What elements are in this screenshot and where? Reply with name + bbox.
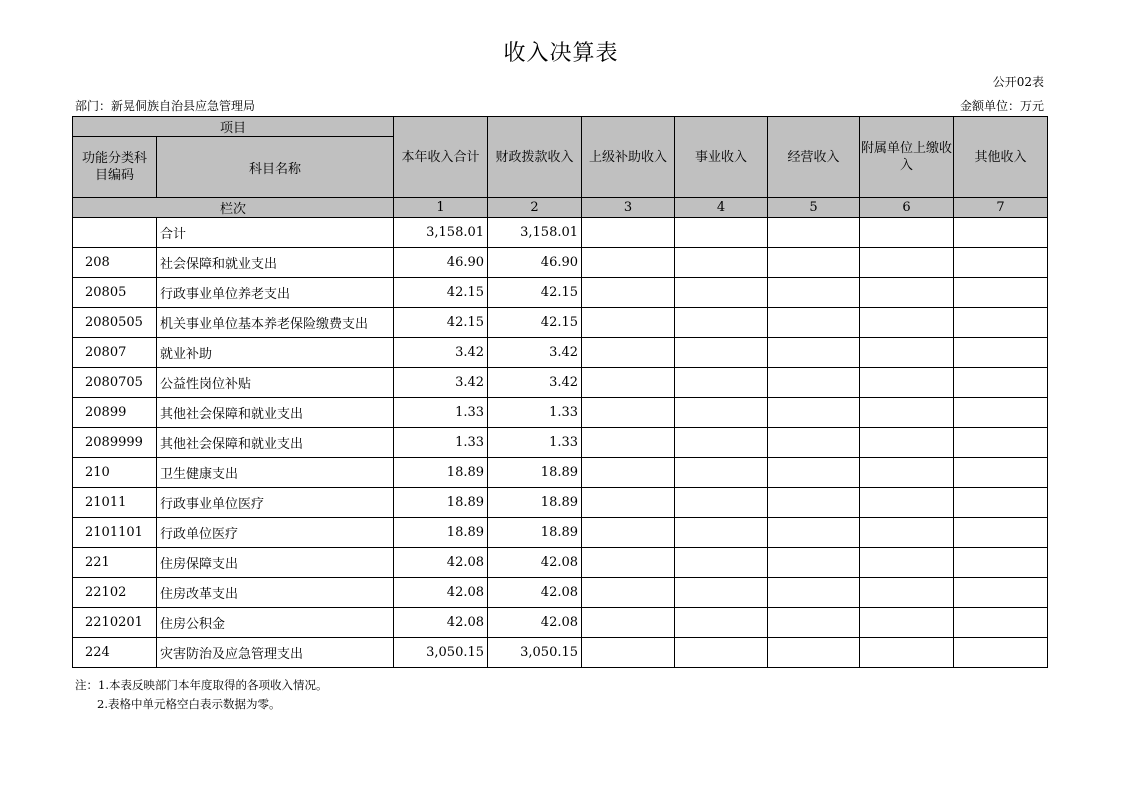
operating-income-cell xyxy=(768,428,860,458)
function-code-cell: 20805 xyxy=(73,278,157,308)
total-income-cell: 1.33 xyxy=(394,398,488,428)
affiliated-income-cell xyxy=(860,548,954,578)
operating-income-cell xyxy=(768,218,860,248)
fiscal-income-cell: 46.90 xyxy=(488,248,582,278)
header-row-label: 栏次 xyxy=(73,198,394,218)
subject-name-cell: 灾害防治及应急管理支出 xyxy=(157,638,394,668)
col-number: 5 xyxy=(768,198,860,218)
footnote-2: 2.表格中单元格空白表示数据为零。 xyxy=(97,697,281,711)
affiliated-income-cell xyxy=(860,218,954,248)
operating-income-cell xyxy=(768,638,860,668)
fiscal-income-cell: 1.33 xyxy=(488,428,582,458)
superior-subsidy-cell xyxy=(582,278,675,308)
other-income-cell xyxy=(954,548,1048,578)
function-code-cell: 221 xyxy=(73,548,157,578)
operating-income-cell xyxy=(768,608,860,638)
superior-subsidy-cell xyxy=(582,638,675,668)
table-row xyxy=(73,488,1048,518)
affiliated-income-cell xyxy=(860,398,954,428)
business-income-cell xyxy=(675,278,768,308)
table-row xyxy=(73,608,1048,638)
other-income-cell xyxy=(954,248,1048,278)
subject-name-cell: 行政事业单位养老支出 xyxy=(157,278,394,308)
other-income-cell xyxy=(954,218,1048,248)
total-income-cell: 42.08 xyxy=(394,608,488,638)
function-code-cell: 22102 xyxy=(73,578,157,608)
business-income-cell xyxy=(675,308,768,338)
income-final-account-table xyxy=(72,116,1048,668)
subject-name-cell: 机关事业单位基本养老保险缴费支出 xyxy=(157,308,394,338)
function-code-cell xyxy=(73,218,157,248)
superior-subsidy-cell xyxy=(582,548,675,578)
business-income-cell xyxy=(675,398,768,428)
superior-subsidy-cell xyxy=(582,338,675,368)
affiliated-income-cell xyxy=(860,578,954,608)
total-income-cell: 1.33 xyxy=(394,428,488,458)
fiscal-income-cell: 3,050.15 xyxy=(488,638,582,668)
total-income-cell: 18.89 xyxy=(394,458,488,488)
superior-subsidy-cell xyxy=(582,368,675,398)
superior-subsidy-cell xyxy=(582,248,675,278)
table-row xyxy=(73,518,1048,548)
header-total-income: 本年收入合计 xyxy=(394,117,488,198)
operating-income-cell xyxy=(768,578,860,608)
table-row xyxy=(73,248,1048,278)
form-number: 公开02表 xyxy=(992,75,1044,89)
total-income-cell: 3,050.15 xyxy=(394,638,488,668)
other-income-cell xyxy=(954,518,1048,548)
department-label: 部门：新晃侗族自治县应急管理局 xyxy=(75,99,256,113)
business-income-cell xyxy=(675,428,768,458)
superior-subsidy-cell xyxy=(582,308,675,338)
affiliated-income-cell xyxy=(860,308,954,338)
fiscal-income-cell: 18.89 xyxy=(488,518,582,548)
operating-income-cell xyxy=(768,338,860,368)
total-income-cell: 3,158.01 xyxy=(394,218,488,248)
affiliated-income-cell xyxy=(860,278,954,308)
business-income-cell xyxy=(675,638,768,668)
operating-income-cell xyxy=(768,248,860,278)
subject-name-cell: 其他社会保障和就业支出 xyxy=(157,428,394,458)
superior-subsidy-cell xyxy=(582,428,675,458)
superior-subsidy-cell xyxy=(582,608,675,638)
fiscal-income-cell: 42.15 xyxy=(488,278,582,308)
total-income-cell: 46.90 xyxy=(394,248,488,278)
business-income-cell xyxy=(675,248,768,278)
header-item: 项目 xyxy=(73,117,394,137)
function-code-cell: 2080505 xyxy=(73,308,157,338)
superior-subsidy-cell xyxy=(582,578,675,608)
other-income-cell xyxy=(954,578,1048,608)
business-income-cell xyxy=(675,548,768,578)
function-code-cell: 224 xyxy=(73,638,157,668)
table-row xyxy=(73,398,1048,428)
subject-name-cell: 行政事业单位医疗 xyxy=(157,488,394,518)
total-income-cell: 42.08 xyxy=(394,548,488,578)
col-number: 2 xyxy=(488,198,582,218)
affiliated-income-cell xyxy=(860,488,954,518)
operating-income-cell xyxy=(768,518,860,548)
col-number: 3 xyxy=(582,198,675,218)
business-income-cell xyxy=(675,338,768,368)
affiliated-income-cell xyxy=(860,458,954,488)
col-number: 1 xyxy=(394,198,488,218)
subject-name-cell: 住房公积金 xyxy=(157,608,394,638)
subject-name-cell: 其他社会保障和就业支出 xyxy=(157,398,394,428)
operating-income-cell xyxy=(768,488,860,518)
table-row xyxy=(73,368,1048,398)
header-superior-subsidy: 上级补助收入 xyxy=(582,117,675,198)
col-number: 6 xyxy=(860,198,954,218)
affiliated-income-cell xyxy=(860,638,954,668)
total-income-cell: 3.42 xyxy=(394,368,488,398)
fiscal-income-cell: 1.33 xyxy=(488,398,582,428)
fiscal-income-cell: 3.42 xyxy=(488,338,582,368)
function-code-cell: 208 xyxy=(73,248,157,278)
business-income-cell xyxy=(675,608,768,638)
business-income-cell xyxy=(675,578,768,608)
subject-name-cell: 就业补助 xyxy=(157,338,394,368)
affiliated-income-cell xyxy=(860,518,954,548)
function-code-cell: 210 xyxy=(73,458,157,488)
other-income-cell xyxy=(954,428,1048,458)
header-code: 功能分类科目编码 xyxy=(73,137,157,198)
function-code-cell: 20899 xyxy=(73,398,157,428)
affiliated-income-cell xyxy=(860,248,954,278)
business-income-cell xyxy=(675,368,768,398)
other-income-cell xyxy=(954,278,1048,308)
other-income-cell xyxy=(954,338,1048,368)
fiscal-income-cell: 42.08 xyxy=(488,578,582,608)
fiscal-income-cell: 42.15 xyxy=(488,308,582,338)
operating-income-cell xyxy=(768,368,860,398)
table-row xyxy=(73,308,1048,338)
report-title: 收入决算表 xyxy=(503,41,619,66)
business-income-cell xyxy=(675,458,768,488)
total-income-cell: 3.42 xyxy=(394,338,488,368)
header-operating-income: 经营收入 xyxy=(768,117,860,198)
function-code-cell: 21011 xyxy=(73,488,157,518)
superior-subsidy-cell xyxy=(582,518,675,548)
header-affiliated-income: 附属单位上缴收入 xyxy=(860,117,954,198)
table-row xyxy=(73,278,1048,308)
col-number: 4 xyxy=(675,198,768,218)
superior-subsidy-cell xyxy=(582,398,675,428)
total-income-cell: 42.15 xyxy=(394,278,488,308)
business-income-cell xyxy=(675,218,768,248)
header-business-income: 事业收入 xyxy=(675,117,768,198)
affiliated-income-cell xyxy=(860,428,954,458)
total-income-cell: 42.08 xyxy=(394,578,488,608)
subject-name-cell: 行政单位医疗 xyxy=(157,518,394,548)
operating-income-cell xyxy=(768,548,860,578)
subject-name-cell: 住房保障支出 xyxy=(157,548,394,578)
table-row xyxy=(73,458,1048,488)
affiliated-income-cell xyxy=(860,608,954,638)
function-code-cell: 2101101 xyxy=(73,518,157,548)
fiscal-income-cell: 18.89 xyxy=(488,488,582,518)
subject-name-cell: 住房改革支出 xyxy=(157,578,394,608)
function-code-cell: 2080705 xyxy=(73,368,157,398)
table-row xyxy=(73,638,1048,668)
business-income-cell xyxy=(675,518,768,548)
table-row xyxy=(73,548,1048,578)
operating-income-cell xyxy=(768,398,860,428)
col-number: 7 xyxy=(954,198,1048,218)
other-income-cell xyxy=(954,308,1048,338)
fiscal-income-cell: 42.08 xyxy=(488,608,582,638)
other-income-cell xyxy=(954,488,1048,518)
superior-subsidy-cell xyxy=(582,458,675,488)
table-row xyxy=(73,218,1048,248)
other-income-cell xyxy=(954,398,1048,428)
fiscal-income-cell: 18.89 xyxy=(488,458,582,488)
other-income-cell xyxy=(954,368,1048,398)
function-code-cell: 20807 xyxy=(73,338,157,368)
other-income-cell xyxy=(954,638,1048,668)
fiscal-income-cell: 3,158.01 xyxy=(488,218,582,248)
superior-subsidy-cell xyxy=(582,488,675,518)
subject-name-cell: 合计 xyxy=(157,218,394,248)
operating-income-cell xyxy=(768,308,860,338)
affiliated-income-cell xyxy=(860,338,954,368)
subject-name-cell: 卫生健康支出 xyxy=(157,458,394,488)
other-income-cell xyxy=(954,458,1048,488)
header-other-income: 其他收入 xyxy=(954,117,1048,198)
table-row xyxy=(73,428,1048,458)
operating-income-cell xyxy=(768,458,860,488)
footnotes xyxy=(75,676,327,714)
superior-subsidy-cell xyxy=(582,218,675,248)
fiscal-income-cell: 42.08 xyxy=(488,548,582,578)
table-row xyxy=(73,578,1048,608)
operating-income-cell xyxy=(768,278,860,308)
header-fiscal-income: 财政拨款收入 xyxy=(488,117,582,198)
function-code-cell: 2210201 xyxy=(73,608,157,638)
footnote-1: 注：1.本表反映部门本年度取得的各项收入情况。 xyxy=(75,678,328,692)
fiscal-income-cell: 3.42 xyxy=(488,368,582,398)
business-income-cell xyxy=(675,488,768,518)
subject-name-cell: 公益性岗位补贴 xyxy=(157,368,394,398)
other-income-cell xyxy=(954,608,1048,638)
header-name: 科目名称 xyxy=(157,137,394,198)
amount-unit-label: 金额单位：万元 xyxy=(959,99,1044,113)
subject-name-cell: 社会保障和就业支出 xyxy=(157,248,394,278)
table-row xyxy=(73,338,1048,368)
function-code-cell: 2089999 xyxy=(73,428,157,458)
total-income-cell: 18.89 xyxy=(394,488,488,518)
total-income-cell: 42.15 xyxy=(394,308,488,338)
affiliated-income-cell xyxy=(860,368,954,398)
total-income-cell: 18.89 xyxy=(394,518,488,548)
